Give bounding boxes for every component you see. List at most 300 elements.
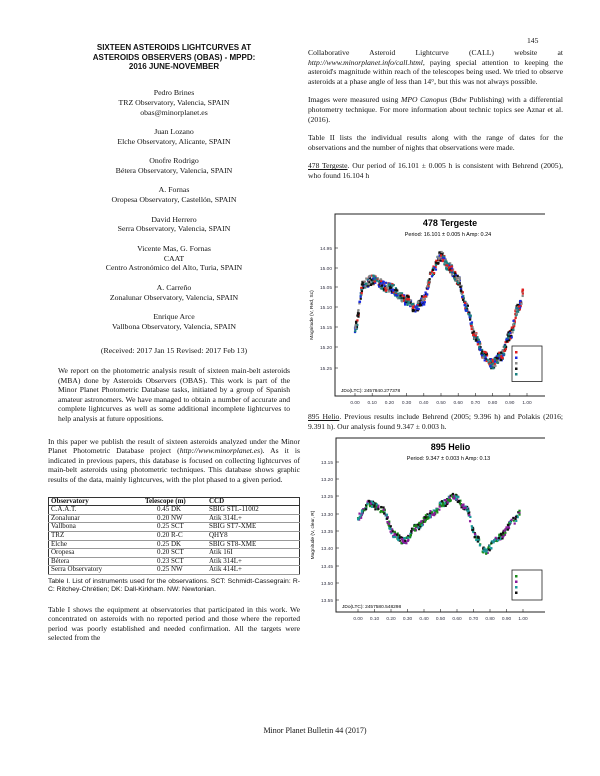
data-point [475, 332, 477, 334]
plot-frame [335, 214, 545, 396]
data-point [517, 311, 519, 313]
data-point [425, 295, 427, 297]
data-point [457, 501, 459, 503]
data-point [504, 345, 506, 347]
data-point [509, 331, 511, 333]
data-point [458, 280, 460, 282]
data-point [358, 302, 360, 304]
data-point [394, 534, 396, 536]
data-point [377, 506, 379, 508]
data-point [368, 281, 370, 283]
data-point [513, 319, 515, 321]
data-point [415, 306, 417, 308]
data-point [500, 357, 502, 359]
data-point [481, 349, 483, 351]
data-point [512, 327, 514, 329]
data-point [452, 269, 454, 271]
data-point [367, 284, 369, 286]
data-point [361, 290, 363, 292]
title-line: 2016 JUNE-NOVEMBER [128, 62, 220, 72]
software-name: MPO Canopus [401, 95, 448, 105]
data-point [491, 363, 493, 365]
footer: Minor Planet Bulletin 44 (2017) [263, 726, 367, 735]
data-point [379, 280, 381, 282]
data-point [467, 507, 469, 509]
author-affiliation: Vallbona Observatory, Valencia, SPAIN [111, 321, 236, 331]
data-point [411, 530, 413, 532]
data-point [457, 277, 459, 279]
data-point [381, 286, 383, 288]
data-point [504, 341, 506, 343]
data-point [448, 264, 450, 266]
data-point [435, 266, 437, 268]
data-point [419, 524, 421, 526]
data-point [451, 268, 453, 270]
data-point [363, 285, 365, 287]
data-point [466, 309, 468, 311]
data-point [358, 312, 360, 314]
data-point [393, 284, 395, 286]
data-point [432, 265, 434, 267]
data-point [428, 286, 430, 288]
data-point [413, 309, 415, 311]
data-point [363, 284, 365, 286]
data-point [504, 530, 506, 532]
data-point [439, 502, 441, 504]
data-point [429, 516, 431, 518]
data-point [409, 305, 411, 307]
data-point [469, 315, 471, 317]
data-point [423, 298, 425, 300]
data-point [428, 281, 430, 283]
data-point [410, 530, 412, 532]
data-point [389, 527, 391, 529]
data-point [376, 504, 378, 506]
data-point [515, 516, 517, 518]
data-point [454, 279, 456, 281]
data-point [439, 255, 441, 257]
data-point [460, 503, 462, 505]
data-point [465, 303, 467, 305]
data-point [395, 287, 397, 289]
data-point [502, 349, 504, 351]
data-point [499, 537, 501, 539]
data-point [477, 343, 479, 345]
data-point [401, 537, 403, 539]
data-point [446, 500, 448, 502]
data-point [421, 524, 423, 526]
data-point [506, 338, 508, 340]
data-point [491, 542, 493, 544]
data-point [402, 540, 404, 542]
x-tick-label: 0.30 [401, 401, 412, 406]
data-point [474, 333, 476, 335]
data-point [431, 275, 433, 277]
data-point [492, 360, 494, 362]
data-point [494, 357, 496, 359]
data-point [386, 517, 388, 519]
data-point [509, 337, 511, 339]
data-point [377, 508, 379, 510]
data-point [373, 280, 375, 282]
data-point [383, 288, 385, 290]
data-point [388, 289, 390, 291]
data-point [356, 320, 358, 322]
data-point [374, 503, 376, 505]
data-point [426, 287, 428, 289]
data-point [517, 511, 519, 513]
data-point [392, 530, 394, 532]
data-point [430, 516, 432, 518]
data-point [390, 287, 392, 289]
x-tick-label: 0.10 [369, 617, 380, 622]
data-point [490, 547, 492, 549]
data-point [446, 268, 448, 270]
data-point [502, 357, 504, 359]
data-point [422, 299, 424, 301]
data-point [356, 324, 358, 326]
table-caption: Table I. List of instruments used for the observations. SCT: Schmidt-Cassegrain: R-C: Ritchey-Chrétien; DK: Dall-Kirkham. NW: Newtonian. [48, 577, 300, 594]
author-name: Juan Lozano [154, 126, 194, 136]
data-point [439, 503, 441, 505]
data-point [467, 512, 469, 514]
data-point [436, 508, 438, 510]
data-point [434, 512, 436, 514]
data-point [452, 497, 454, 499]
data-point [453, 497, 455, 499]
data-point [410, 302, 412, 304]
data-point [468, 514, 470, 516]
data-point [497, 539, 499, 541]
data-point [373, 502, 375, 504]
data-point [508, 521, 510, 523]
data-point [500, 358, 502, 360]
data-point [472, 333, 474, 335]
data-point [501, 534, 503, 536]
data-point [489, 361, 491, 363]
author-block [48, 127, 300, 147]
data-point [494, 540, 496, 542]
data-point [429, 514, 431, 516]
data-point [363, 509, 365, 511]
data-point [365, 285, 367, 287]
data-point [458, 501, 460, 503]
data-point [373, 504, 375, 506]
data-point [446, 503, 448, 505]
data-point [444, 263, 446, 265]
data-point [451, 265, 453, 267]
data-point [475, 333, 477, 335]
data-point [366, 282, 368, 284]
data-point [514, 522, 516, 524]
data-point [366, 503, 368, 505]
data-point [433, 514, 435, 516]
asteroid-name: 895 Helio [308, 412, 340, 421]
data-point [508, 522, 510, 524]
data-point [362, 287, 364, 289]
data-point [460, 289, 462, 291]
data-point [372, 275, 374, 277]
data-point [447, 499, 449, 501]
table-cell: 0.20 R-C [157, 530, 183, 539]
data-point [368, 276, 370, 278]
y-tick-label: 14.95 [319, 247, 332, 252]
data-point [460, 288, 462, 290]
data-point [498, 535, 500, 537]
data-point [422, 299, 424, 301]
data-point [403, 540, 405, 542]
data-point [502, 534, 504, 536]
data-point [391, 290, 393, 292]
table-cell: 0.25 SCT [157, 522, 184, 531]
data-point [479, 343, 481, 345]
asteroid-name: 478 Tergeste [308, 161, 348, 171]
data-point [498, 538, 500, 540]
data-point [478, 348, 480, 350]
x-tick-label: 0.40 [419, 401, 429, 406]
author-name: Onofre Rodrigo [149, 156, 199, 166]
data-point [404, 541, 406, 543]
data-point [393, 292, 395, 294]
data-point [440, 256, 442, 258]
data-point [499, 538, 501, 540]
data-point [435, 263, 437, 265]
data-point [511, 336, 513, 338]
data-point [459, 500, 461, 502]
y-tick-label: 13.45 [320, 565, 333, 570]
data-point [481, 354, 483, 356]
data-point [371, 275, 373, 277]
data-point [354, 327, 356, 329]
data-point [512, 320, 514, 322]
data-point [354, 328, 356, 330]
data-point [504, 345, 506, 347]
data-point [469, 315, 471, 317]
data-point [398, 534, 400, 536]
data-point [467, 312, 469, 314]
data-point [466, 303, 468, 305]
data-point [492, 367, 494, 369]
data-point [413, 305, 415, 307]
data-point [515, 309, 517, 311]
data-point [496, 540, 498, 542]
data-point [474, 533, 476, 535]
data-point [373, 277, 375, 279]
data-point [375, 503, 377, 505]
data-point [367, 501, 369, 503]
data-point [407, 300, 409, 302]
data-point [421, 299, 423, 301]
data-point [503, 353, 505, 355]
table-cell: Elche [51, 539, 67, 548]
data-point [380, 510, 382, 512]
data-point [402, 541, 404, 543]
legend-marker [515, 373, 518, 376]
data-point [368, 275, 370, 277]
data-point [402, 297, 404, 299]
data-point [491, 364, 493, 366]
x-tick-label: 0.70 [470, 401, 481, 406]
data-point [471, 325, 473, 327]
data-point [440, 254, 442, 256]
table-row [49, 549, 300, 558]
data-point [418, 526, 420, 528]
data-point [390, 283, 392, 285]
data-point [361, 509, 363, 511]
data-point [445, 505, 447, 507]
data-point [435, 264, 437, 266]
data-point [395, 290, 397, 292]
data-point [448, 263, 450, 265]
data-point [512, 324, 514, 326]
author-affiliation: TRZ Observatory, Valencia, SPAIN [118, 97, 230, 107]
data-point [467, 305, 469, 307]
data-point [503, 354, 505, 356]
data-point [397, 296, 399, 298]
data-point [446, 500, 448, 502]
table-cell: 0.20 SCT [157, 548, 184, 557]
data-point [429, 278, 431, 280]
data-point [498, 357, 500, 359]
data-point [447, 501, 449, 503]
data-point [475, 536, 477, 538]
y-tick-label: 13.35 [320, 530, 333, 535]
data-point [470, 315, 472, 317]
data-point [364, 286, 366, 288]
data-point [445, 502, 447, 504]
data-point [442, 260, 444, 262]
data-point [455, 274, 457, 276]
data-point [418, 308, 420, 310]
data-point [403, 540, 405, 542]
data-point [394, 294, 396, 296]
data-point [473, 336, 475, 338]
table-cell: Atik 314L+ [209, 513, 242, 522]
data-point [478, 537, 480, 539]
data-point [519, 300, 521, 302]
data-point [504, 532, 506, 534]
data-point [437, 262, 439, 264]
data-point [442, 257, 444, 259]
data-point [361, 282, 363, 284]
data-point [516, 307, 518, 309]
data-point [485, 549, 487, 551]
data-point [360, 298, 362, 300]
data-point [418, 522, 420, 524]
data-point [375, 278, 377, 280]
data-point [366, 278, 368, 280]
x-tick-label: 0.50 [435, 617, 446, 622]
data-point [440, 254, 442, 256]
data-point [490, 359, 492, 361]
data-point [381, 286, 383, 288]
data-point [417, 524, 419, 526]
column-header: Observatory [51, 496, 89, 505]
data-point [421, 297, 423, 299]
data-point [472, 334, 474, 336]
legend-marker [515, 368, 518, 371]
data-point [467, 311, 469, 313]
database-link[interactable]: http://www.minorplanet.es [179, 446, 261, 456]
data-point [440, 504, 442, 506]
data-point [397, 534, 399, 536]
y-axis-label: Magnitude (V, clear, R) [311, 510, 316, 560]
data-point [415, 529, 417, 531]
data-point [418, 522, 420, 524]
data-point [519, 303, 521, 305]
data-point [452, 496, 454, 498]
data-point [502, 531, 504, 533]
data-point [510, 520, 512, 522]
data-point [356, 315, 358, 317]
data-point [373, 276, 375, 278]
data-point [467, 508, 469, 510]
data-point [387, 516, 389, 518]
data-point [485, 549, 487, 551]
data-point [494, 358, 496, 360]
instrument-table [48, 497, 300, 575]
data-point [462, 505, 464, 507]
data-point [361, 292, 363, 294]
data-point [471, 326, 473, 328]
data-point [381, 287, 383, 289]
data-point [469, 315, 471, 317]
data-point [457, 496, 459, 498]
data-point [360, 287, 362, 289]
data-point [510, 336, 512, 338]
data-point [445, 264, 447, 266]
data-point [513, 517, 515, 519]
table-cell: TRZ [51, 530, 65, 539]
data-point [456, 499, 458, 501]
table-cell: 0.20 NW [157, 513, 183, 522]
call-link[interactable]: http://www.minorplanet.info/call.html [308, 57, 423, 67]
data-point [367, 280, 369, 282]
data-point [469, 316, 471, 318]
data-point [448, 496, 450, 498]
data-point [424, 516, 426, 518]
data-point [455, 278, 457, 280]
data-point [496, 538, 498, 540]
data-point [469, 318, 471, 320]
data-point [471, 529, 473, 531]
data-point [511, 326, 513, 328]
data-point [517, 306, 519, 308]
data-point [357, 310, 359, 312]
data-point [406, 304, 408, 306]
data-point [485, 351, 487, 353]
data-point [369, 503, 371, 505]
epoch-note: JDo(LTC): 2457580.548298 [342, 605, 402, 610]
data-point [497, 353, 499, 355]
data-point [407, 300, 409, 302]
data-point [421, 521, 423, 523]
data-point [507, 337, 509, 339]
data-point [439, 502, 441, 504]
data-point [522, 292, 524, 294]
data-point [371, 281, 373, 283]
x-tick-label: 0.20 [386, 617, 396, 622]
data-point [466, 310, 468, 312]
data-point [466, 308, 468, 310]
data-point [424, 519, 426, 521]
x-tick-label: 0.50 [436, 401, 446, 406]
plot-frame [336, 438, 545, 612]
data-point [368, 283, 370, 285]
data-point [380, 280, 382, 282]
data-point [435, 260, 437, 262]
data-point [472, 334, 474, 336]
